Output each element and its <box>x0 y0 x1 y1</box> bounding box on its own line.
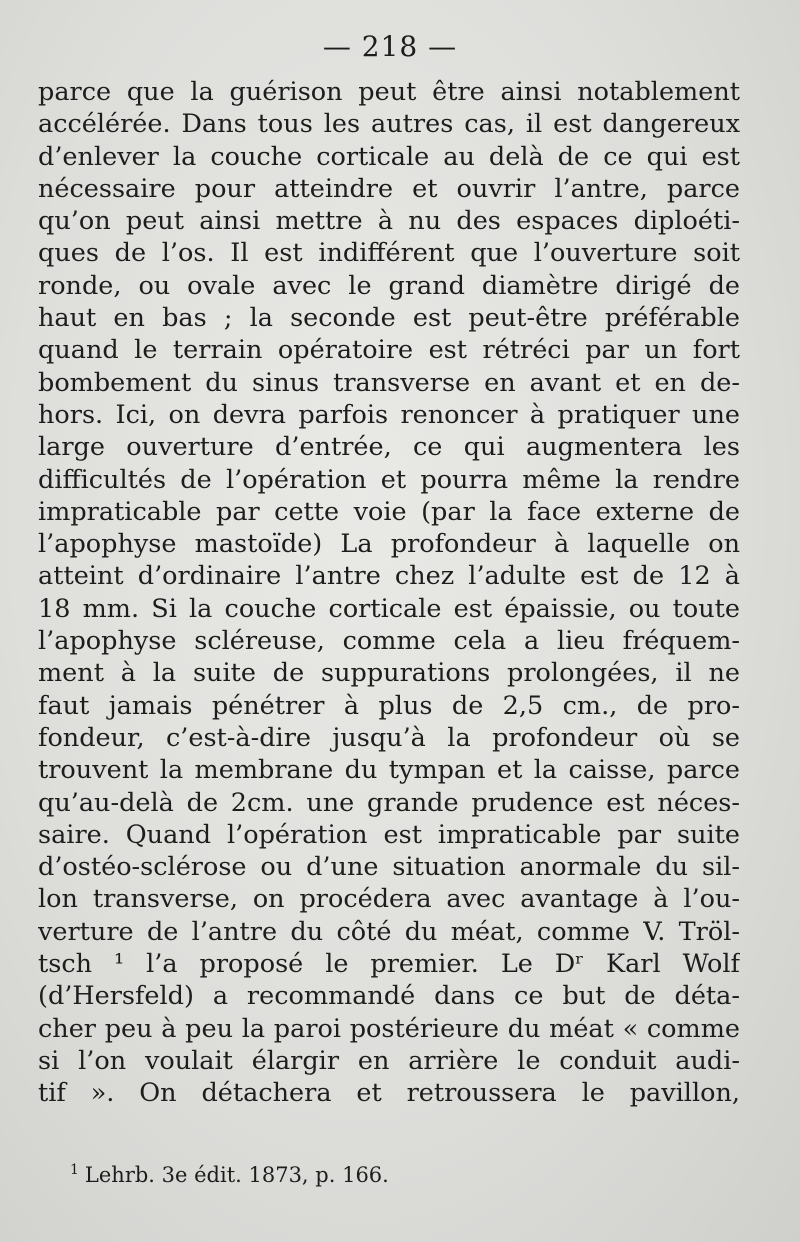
text-line: (d’Hersfeld) a recommandé dans ce but de déta- <box>38 981 740 1012</box>
text-line: saire. Quand l’opération est impraticable par suite <box>38 819 740 850</box>
text-line: bombement du sinus transverse en avant et en de- <box>38 367 740 398</box>
text-line: d’ostéo-sclérose ou d’une situation anormale du sil- <box>38 852 740 883</box>
text-line: fondeur, c’est-à-dire jusqu’à la profondeur où se <box>38 722 740 753</box>
text-line: quand le terrain opératoire est rétréci par un fort <box>38 335 740 366</box>
text-line: difficultés de l’opération et pourra même la rendre <box>38 464 740 495</box>
text-line: l’apophyse mastoïde) La profondeur à laquelle on <box>38 529 740 560</box>
text-line: impraticable par cette voie (par la face externe de <box>38 496 740 527</box>
text-line: large ouverture d’entrée, ce qui augmentera les <box>38 432 740 463</box>
text-line: tif ». On détachera et retroussera le pavillon, <box>38 1078 740 1109</box>
footnote <box>70 1162 389 1187</box>
text-line: atteint d’ordinaire l’antre chez l’adulte est de 12 à <box>38 561 740 592</box>
text-line: d’enlever la couche corticale au delà de ce qui est <box>38 141 740 172</box>
text-line: haut en bas ; la seconde est peut-être préférable <box>38 303 740 334</box>
text-line: verture de l’antre du côté du méat, comme V. Tröl- <box>38 916 740 947</box>
text-line: tsch ¹ l’a proposé le premier. Le Dʳ Karl Wolf <box>38 949 740 980</box>
text-line: faut jamais pénétrer à plus de 2,5 cm., de pro- <box>38 690 740 721</box>
text-line: 18 mm. Si la couche corticale est épaissie, ou toute <box>38 593 740 624</box>
footnote-text: Lehrb. 3e édit. 1873, p. 166. <box>84 1163 389 1187</box>
page-number: — 218 — <box>322 30 458 63</box>
text-line: qu’au-delà de 2cm. une grande prudence est néces- <box>38 787 740 818</box>
body-text <box>38 76 740 1110</box>
text-line: nécessaire pour atteindre et ouvrir l’antre, parce <box>38 173 740 204</box>
text-line: l’apophyse scléreuse, comme cela a lieu fréquem- <box>38 626 740 657</box>
text-line: ques de l’os. Il est indifférent que l’ouverture soit <box>38 238 740 269</box>
text-line: ment à la suite de suppurations prolongées, il ne <box>38 658 740 689</box>
text-line: ronde, ou ovale avec le grand diamètre dirigé de <box>38 270 740 301</box>
text-line: si l’on voulait élargir en arrière le conduit audi- <box>38 1045 740 1076</box>
text-line: cher peu à peu la paroi postérieure du méat « comme <box>38 1013 740 1044</box>
text-line: hors. Ici, on devra parfois renoncer à pratiquer une <box>38 399 740 430</box>
text-line: accélérée. Dans tous les autres cas, il est dangereux <box>38 109 740 140</box>
text-line: lon transverse, on procédera avec avantage à l’ou- <box>38 884 740 915</box>
text-line: parce que la guérison peut être ainsi notablement <box>38 77 740 107</box>
footnote-mark: 1 <box>70 1162 79 1178</box>
text-line: trouvent la membrane du tympan et la caisse, parce <box>38 755 740 786</box>
text-line: qu’on peut ainsi mettre à nu des espaces diploéti- <box>38 206 740 237</box>
